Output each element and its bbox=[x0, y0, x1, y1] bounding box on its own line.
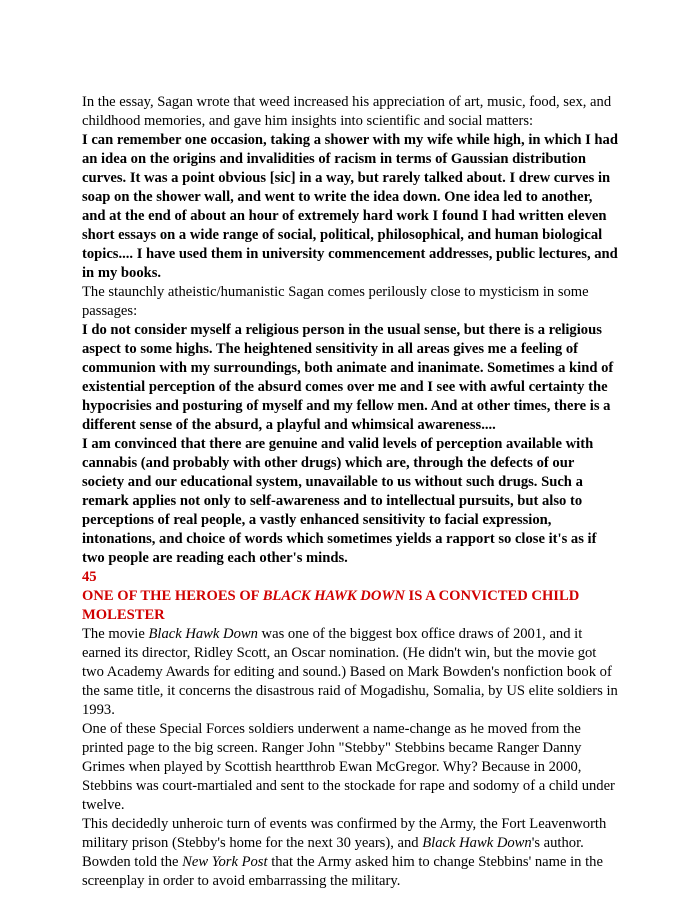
confirmation-end: that the Army asked him to change Stebbins' name in the screenplay in order to avoid embarrassing the military. bbox=[82, 854, 603, 889]
quote-perception-levels: I am convinced that there are genuine and valid levels of perception available with cannabis (and probably with other drugs) which are, through the defects of our society and our educational system, unavailable to us without such drugs. Such a remark applies not only to self-awareness and to intellectual pursuits, but also to perceptions of real people, a vastly enhanced sensitivity to facial expression, intonations, and choice of words which sometimes yields a rapport so close it's as if two people are reading each other's minds. bbox=[82, 436, 597, 566]
confirmation-start: This decidedly unheroic turn of events was confirmed by the Army, the Fort Leavenworth military prison (Stebby's home for the next 30 years), and bbox=[82, 816, 607, 851]
intro-paragraph: In the essay, Sagan wrote that weed increased his appreciation of art, music, food, sex, and childhood memories, and gave him insights into scientific and social matters: bbox=[82, 94, 612, 129]
mysticism-paragraph: The staunchly atheistic/humanistic Sagan comes perilously close to mysticism in some passages: bbox=[82, 284, 589, 319]
movie-paragraph-rest: was one of the biggest box office draws of 2001, and it earned its director, Ridley Scott, an Oscar nomination. (He didn't win, but the movie got two Academy Awards for editing and sound.) Based on Mark Bowden's nonfiction book of the same title, it concerns the disastrous raid of Mogadishu, Somalia, by US elite soldiers in 1993. bbox=[82, 626, 618, 718]
section-number: 45 bbox=[82, 569, 97, 585]
quote-religious-aspect: I do not consider myself a religious person in the usual sense, but there is a religious aspect to some highs. The heightened sensitivity in all areas gives me a feeling of communion with my surroundings, both animate and inanimate. Sometimes a kind of existential perception of the absurd comes over me and I see with awful certainty the hypocrisies and posturing of myself and my fellow men. And at other times, there is a different sense of the absurd, a playful and whimsical awareness.... bbox=[82, 322, 614, 433]
section-title-suffix: IS A CONVICTED CHILD MOLESTER bbox=[82, 588, 580, 623]
section-title bbox=[82, 587, 618, 625]
movie-title: Black Hawk Down bbox=[148, 626, 258, 642]
confirmation-paragraph bbox=[82, 815, 618, 891]
newspaper-title: New York Post bbox=[182, 854, 268, 870]
document-page bbox=[82, 93, 618, 891]
movie-paragraph-start: The movie bbox=[82, 626, 149, 642]
section-title-prefix: ONE OF THE HEROES OF bbox=[82, 588, 263, 604]
name-change-paragraph: One of these Special Forces soldiers underwent a name-change as he moved from the printed page to the big screen. Ranger John "Stebby" Stebbins became Ranger Danny Grimes when played by Scottish heartthrob Ewan McGregor. Why? Because in 2000, Stebbins was court-martialed and sent to the stockade for rape and sodomy of a child under twelve. bbox=[82, 721, 615, 813]
confirmation-middle: 's author. Bowden told the bbox=[82, 835, 584, 870]
quote-shower-idea: I can remember one occasion, taking a shower with my wife while high, in which I had an idea on the origins and invalidities of racism in terms of Gaussian distribution curves. It was a point obvious [sic] in a way, but rarely talked about. I drew curves in soap on the shower wall, and went to write the idea down. One idea led to another, and at the end of about an hour of extremely hard work I found I had written eleven short essays on a wide range of social, political, philosophical, and human biological topics.... I have used them in university commencement addresses, public lectures, and in my books. bbox=[82, 132, 618, 281]
movie-paragraph bbox=[82, 625, 618, 720]
book-title: Black Hawk Down bbox=[422, 835, 532, 851]
section-title-film: BLACK HAWK DOWN bbox=[262, 588, 405, 604]
